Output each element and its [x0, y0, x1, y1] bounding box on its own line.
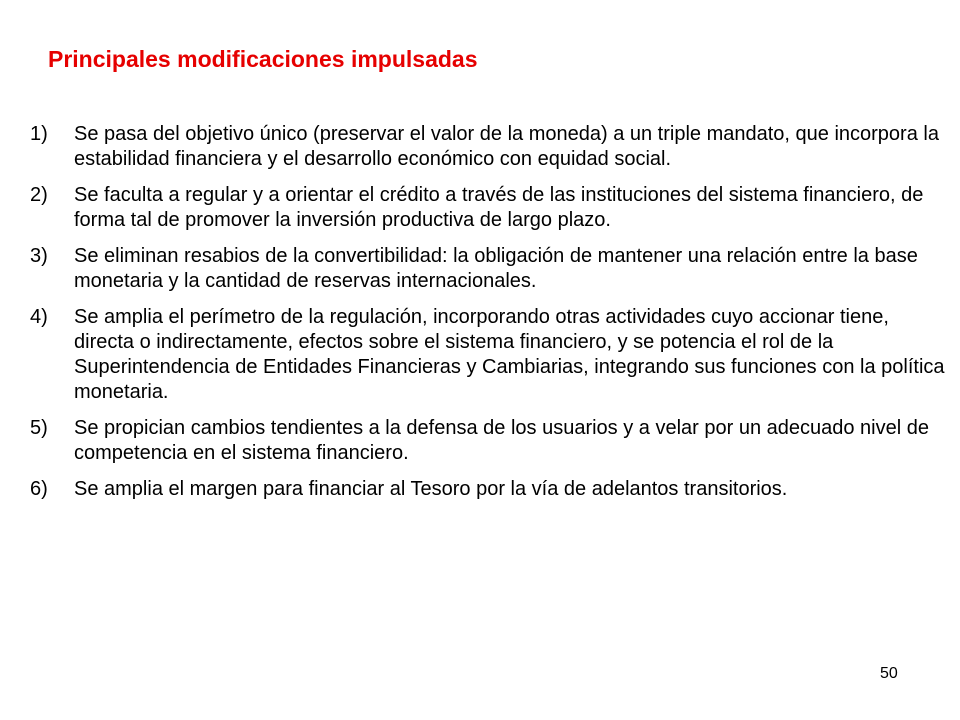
page-number: 50: [880, 665, 898, 682]
list-item: [30, 416, 945, 466]
list-item-text: Se pasa del objetivo único (preservar el valor de la moneda) a un triple mandato, que incorpora la estabilidad financiera y el desarrollo económico con equidad social.: [74, 123, 939, 170]
list-item-number: 4): [30, 306, 48, 328]
list-item-text: Se faculta a regular y a orientar el crédito a través de las instituciones del sistema financiero, de forma tal de promover la inversión productiva de largo plazo.: [74, 184, 924, 231]
list-item: [30, 244, 945, 294]
list-item-number: 2): [30, 184, 48, 206]
slide-title: Principales modificaciones impulsadas: [48, 46, 478, 72]
list-item: [30, 305, 945, 405]
list-item-number: 5): [30, 417, 48, 439]
list-item-text: Se amplia el perímetro de la regulación, incorporando otras actividades cuyo accionar tiene, directa o indirectamente, efectos sobre el sistema financiero, y se potencia el rol de la Superintendencia de Entidades Financieras y Cambiarias, integrando sus funciones con la política monetaria.: [74, 306, 945, 403]
list-item-number: 1): [30, 123, 48, 145]
numbered-list: [30, 122, 945, 513]
list-item-number: 6): [30, 478, 48, 500]
list-item-text: Se amplia el margen para financiar al Tesoro por la vía de adelantos transitorios.: [74, 478, 788, 500]
list-item: [30, 477, 945, 502]
list-item-number: 3): [30, 245, 48, 267]
list-item-text: Se eliminan resabios de la convertibilidad: la obligación de mantener una relación entre la base monetaria y la cantidad de reservas internacionales.: [74, 245, 918, 292]
list-item: [30, 122, 945, 172]
list-item-text: Se propician cambios tendientes a la defensa de los usuarios y a velar por un adecuado nivel de competencia en el sistema financiero.: [74, 417, 929, 464]
list-item: [30, 183, 945, 233]
